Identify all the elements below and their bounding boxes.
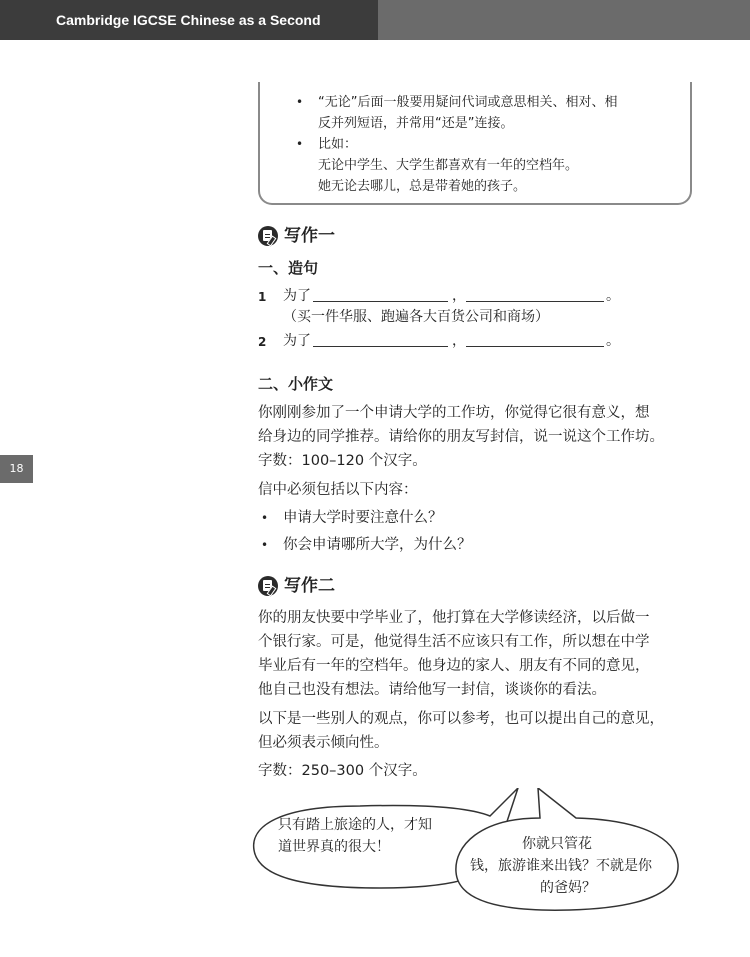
section-title-writing2: 写作二 [284, 576, 335, 596]
paragraph-line: 个银行家。可是，他觉得生活不应该只有工作，所以想在中学 [258, 634, 650, 650]
note-line: 无论中学生、大学生都喜欢有一年的空档年。 [318, 158, 579, 173]
item-number: 1 [258, 290, 267, 304]
answer-blank[interactable] [313, 301, 448, 302]
note-line: 反并列短语，并常用“还是”连接。 [318, 116, 514, 131]
list-item: 你会申请哪所大学，为什么？ [283, 537, 472, 553]
item-end: 。 [606, 333, 620, 349]
paragraph-line: 你刚刚参加了一个申请大学的工作坊，你觉得它很有意义，想 [258, 405, 650, 421]
paragraph-line: 毕业后有一年的空档年。他身边的家人、朋友有不同的意见， [258, 658, 650, 674]
answer-blank[interactable] [313, 346, 448, 347]
paragraph-line: 他自己也没有想法。请给他写一封信，谈谈你的看法。 [258, 682, 606, 698]
note-line: 比如： [318, 137, 358, 152]
writing-icon [258, 576, 278, 596]
bubble-left-line: 道世界真的很大！ [278, 839, 390, 855]
note-line: “无论”后面一般要用疑问代词或意思相关、相对、相 [318, 95, 618, 110]
section-title-writing1: 写作一 [284, 226, 335, 246]
item-prefix: 为了 [283, 288, 311, 304]
header-title: Cambridge IGCSE Chinese as a Second Language [0, 0, 378, 40]
paragraph-line: 但必须表示倾向性。 [258, 735, 389, 751]
page-number: 18 [0, 455, 33, 483]
bubble-right-line: 钱，旅游谁来出钱？不就是你 [470, 858, 652, 874]
paragraph-line: 给身边的同学推荐。请给你的朋友写封信，说一说这个工作坊。 [258, 429, 664, 445]
bullet-dot: • [296, 137, 304, 151]
bubble-right-line: 你就只管花 [522, 836, 592, 852]
part1-title: 一、造句 [258, 259, 319, 277]
bullet-dot: • [261, 538, 269, 552]
word-count: 字数：100–120 个汉字。 [258, 453, 427, 469]
paragraph-line: 以下是一些别人的观点，你可以参考，也可以提出自己的意见， [258, 711, 664, 727]
part2-title: 二、小作文 [258, 375, 334, 393]
answer-blank[interactable] [466, 301, 604, 302]
paragraph-line: 你的朋友快要中学毕业了，他打算在大学修读经济，以后做一 [258, 610, 650, 626]
writing-icon [258, 226, 278, 246]
item-prefix: 为了 [283, 333, 311, 349]
bullet-dot: • [296, 95, 304, 109]
bubble-right-line: 的爸妈？ [540, 880, 596, 896]
list-item: 申请大学时要注意什么？ [283, 510, 443, 526]
item-end: 。 [606, 288, 620, 304]
item-hint: （买一件华服、跑遍各大百货公司和商场） [283, 309, 549, 325]
note-line: 她无论去哪儿，总是带着她的孩子。 [318, 179, 527, 194]
answer-blank[interactable] [466, 346, 604, 347]
word-count: 字数：250–300 个汉字。 [258, 763, 427, 779]
bubble-left-line: 只有踏上旅途的人，才知 [278, 817, 432, 833]
item-number: 2 [258, 335, 267, 349]
item-comma: ， [452, 333, 466, 349]
must-include: 信中必须包括以下内容： [258, 482, 418, 498]
item-comma: ， [452, 288, 466, 304]
bullet-dot: • [261, 511, 269, 525]
